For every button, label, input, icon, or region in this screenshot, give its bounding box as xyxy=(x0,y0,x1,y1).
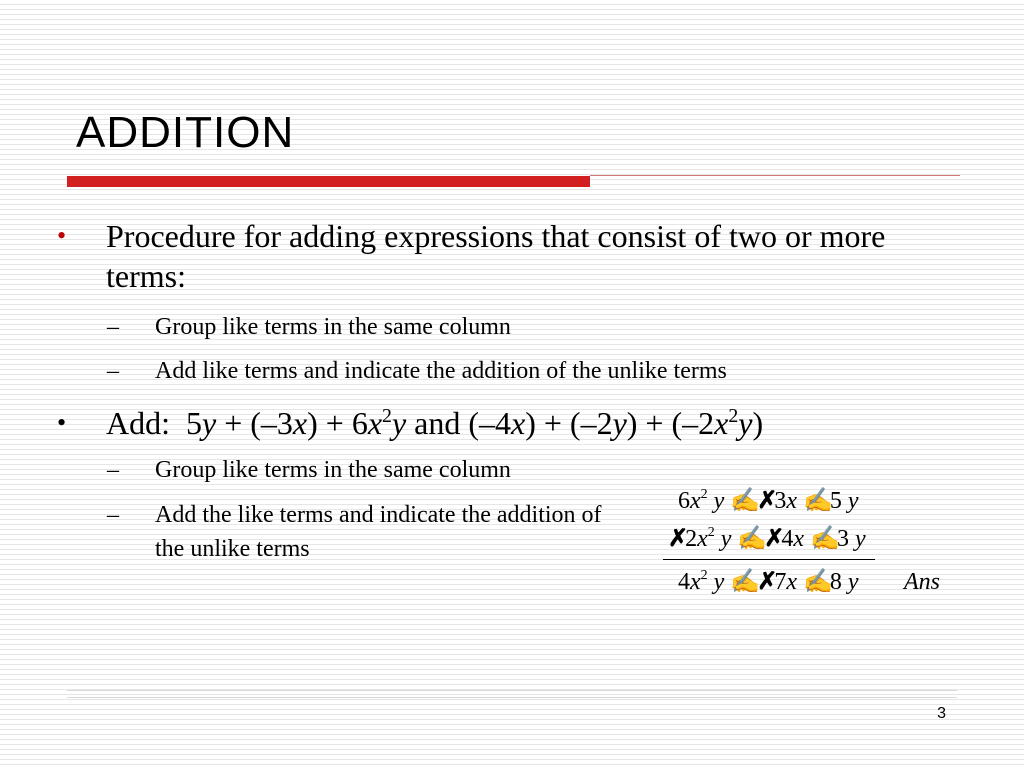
title-rule-thin xyxy=(590,175,960,176)
math-answer-label: Ans xyxy=(904,569,940,595)
sub-item-add-like-terms-2 xyxy=(107,498,605,566)
bullet-procedure xyxy=(57,216,946,296)
sub-item-group-like-terms-2 xyxy=(107,453,511,487)
bullet-marker: • xyxy=(57,408,67,437)
math-row-1: $6x^2$ y ✍✗3x ✍5 y xyxy=(678,487,859,514)
slide-title: ADDITION xyxy=(76,108,295,157)
add-prefix: Add: xyxy=(106,405,170,441)
sub-item-group-like-terms-1 xyxy=(107,310,511,344)
sub-text: Add like terms and indicate the addition of the unlike terms xyxy=(155,358,727,384)
sub-dash: – xyxy=(107,358,119,384)
bullet-marker: • xyxy=(57,221,67,250)
sub-item-add-like-terms-1 xyxy=(107,354,727,388)
sub-text: Add the like terms and indicate the addition of the unlike terms xyxy=(155,502,602,562)
sub-dash: – xyxy=(107,314,119,340)
math-row-2: $✗2x^2$ y ✍✗4x ✍3 y xyxy=(668,525,866,552)
page-number: 3 xyxy=(937,705,946,722)
footer-rule-lower xyxy=(67,697,957,698)
bullet-add-expression xyxy=(57,403,764,443)
sub-text: Group like terms in the same column xyxy=(155,314,511,340)
sub-text: Group like terms in the same column xyxy=(155,457,511,483)
bullet-text: Procedure for adding expressions that consist of two or more terms: xyxy=(106,218,886,294)
title-rule-red xyxy=(67,176,590,187)
math-sum-line xyxy=(663,559,875,560)
sub-dash: – xyxy=(107,457,119,483)
add-expression: $5y + (-3x) + 6x^2y$ and $(-4x) + (-2y) + (-2x^2y)$ xyxy=(178,405,764,441)
math-result-row: $4x^2$ y ✍✗7x ✍8 y xyxy=(678,568,859,595)
sub-dash: – xyxy=(107,502,119,528)
footer-rule xyxy=(67,690,957,691)
